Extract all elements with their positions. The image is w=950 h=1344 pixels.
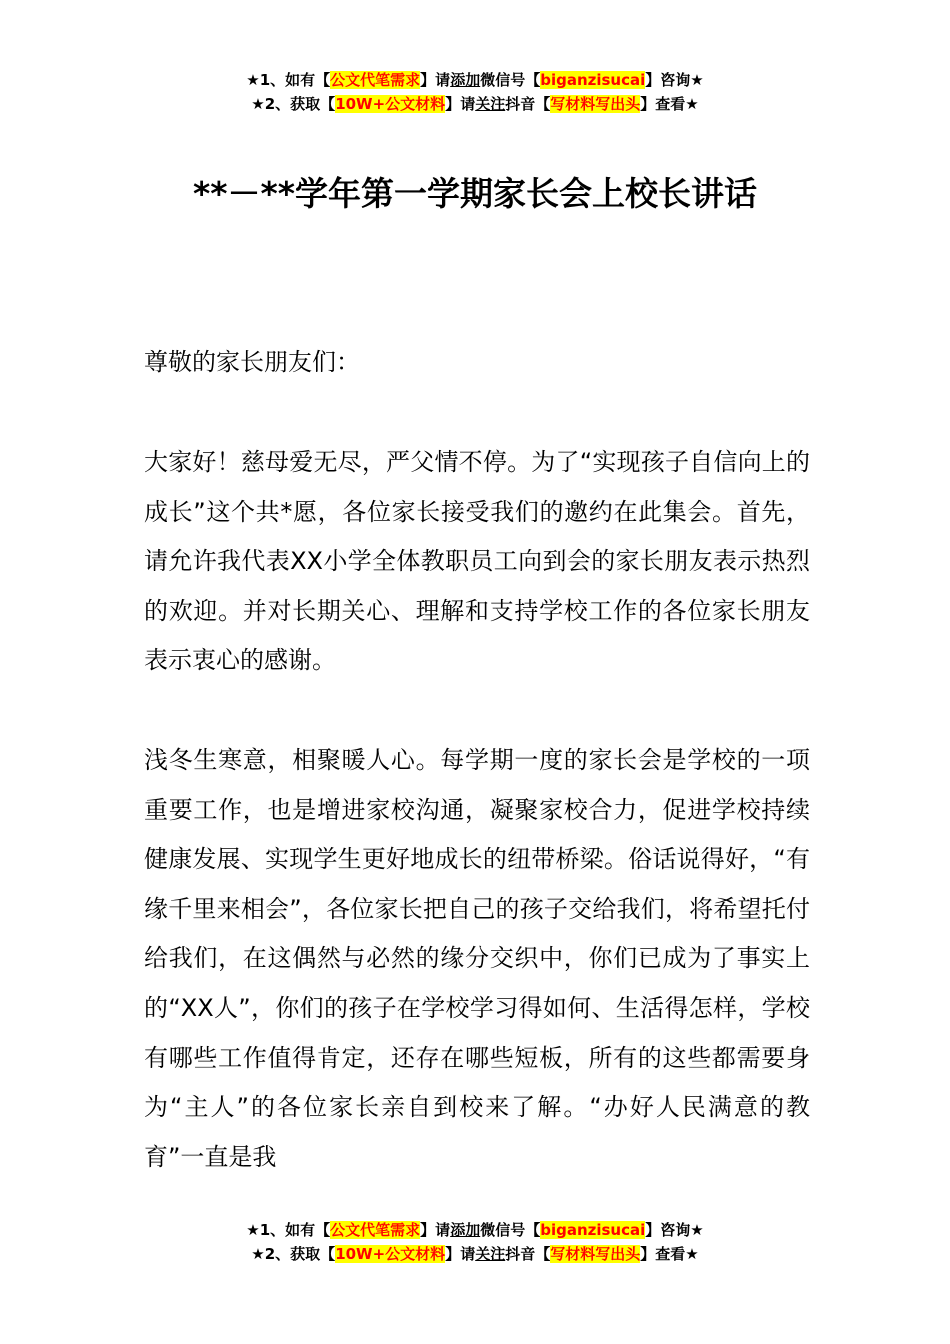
banner-highlight: biganzisucai bbox=[540, 71, 646, 89]
footer-banner-line-2 bbox=[0, 1242, 950, 1266]
banner-highlight: 公文代笔需求 bbox=[330, 71, 421, 89]
banner-text: 】请 bbox=[445, 95, 476, 113]
banner-text: 抖音【 bbox=[505, 95, 551, 113]
banner-highlight: 写材料写出头 bbox=[550, 1245, 641, 1263]
banner-text: ★1、如有【 bbox=[246, 71, 331, 89]
banner-text: 】查看★ bbox=[640, 95, 699, 113]
banner-text: 】请 bbox=[420, 1221, 451, 1239]
banner-text: 】请 bbox=[420, 71, 451, 89]
banner-text: 】咨询★ bbox=[645, 1221, 704, 1239]
document-title: **－**学年第一学期家长会上校长讲话 bbox=[192, 174, 758, 214]
header-banner bbox=[0, 68, 950, 116]
header-banner-line-1 bbox=[0, 68, 950, 92]
banner-text: ★2、获取【 bbox=[251, 95, 336, 113]
banner-highlight: 写材料写出头 bbox=[550, 95, 641, 113]
banner-text: 】咨询★ bbox=[645, 71, 704, 89]
footer-banner bbox=[0, 1218, 950, 1266]
banner-underlined-text: 添加 bbox=[450, 1221, 481, 1239]
banner-underlined-text: 关注 bbox=[475, 95, 506, 113]
paragraph-2: 浅冬生寒意，相聚暖人心。每学期一度的家长会是学校的一项重要工作，也是增进家校沟通，凝聚家校合力，促进学校持续健康发展、实现学生更好地成长的纽带桥梁。俗话说得好，“有缘千里来相会”，各位家长把自己的孩子交给我们，将希望托付给我们，在这偶然与必然的缘分交织中，你们已成为了事实上的“XX人”，你们的孩子在学校学习得如何、生活得怎样，学校有哪些工作值得肯定，还存在哪些短板，所有的这些都需要身为“主人”的各位家长亲自到校来了解。“办好人民满意的教育”一直是我 bbox=[144, 746, 810, 1171]
banner-underlined-text: 添加 bbox=[450, 71, 481, 89]
footer-banner-line-1 bbox=[0, 1218, 950, 1242]
banner-text: 微信号【 bbox=[480, 1221, 541, 1239]
salutation: 尊敬的家长朋友们： bbox=[144, 348, 360, 376]
banner-text: ★1、如有【 bbox=[246, 1221, 331, 1239]
banner-highlight: 公文代笔需求 bbox=[330, 1221, 421, 1239]
banner-text: 抖音【 bbox=[505, 1245, 551, 1263]
header-banner-line-2 bbox=[0, 92, 950, 116]
banner-highlight: 10W+公文材料 bbox=[335, 1245, 446, 1263]
banner-text: 微信号【 bbox=[480, 71, 541, 89]
banner-text: 】查看★ bbox=[640, 1245, 699, 1263]
banner-highlight: biganzisucai bbox=[540, 1221, 646, 1239]
banner-text: 】请 bbox=[445, 1245, 476, 1263]
paragraph-1: 大家好！慈母爱无尽，严父情不停。为了“实现孩子自信向上的成长”这个共*愿，各位家长接受我们的邀约在此集会。首先，请允许我代表XX小学全体教职员工向到会的家长朋友表示热烈的欢迎。并对长期关心、理解和支持学校工作的各位家长朋友表示衷心的感谢。 bbox=[144, 448, 810, 675]
banner-highlight: 10W+公文材料 bbox=[335, 95, 446, 113]
banner-text: ★2、获取【 bbox=[251, 1245, 336, 1263]
banner-underlined-text: 关注 bbox=[475, 1245, 506, 1263]
